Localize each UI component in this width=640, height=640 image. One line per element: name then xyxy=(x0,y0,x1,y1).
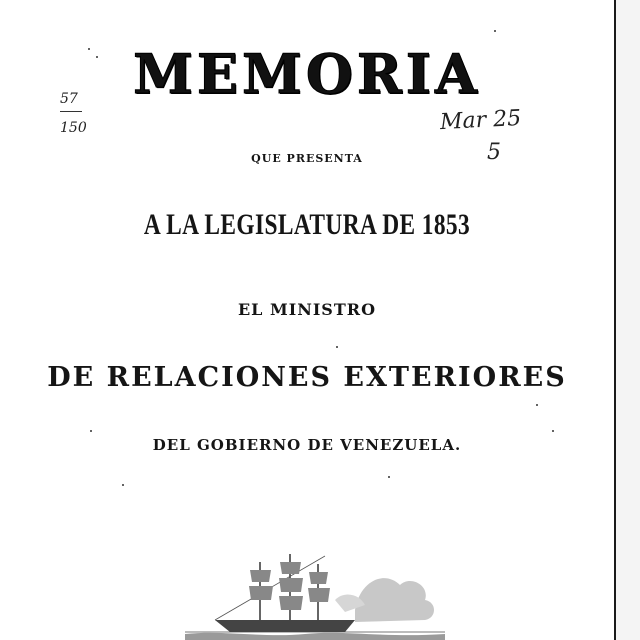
subtitle-legislatura: A LA LEGISLATURA DE 1853 xyxy=(143,208,471,241)
speck xyxy=(388,476,390,478)
sail xyxy=(308,588,330,602)
sea-waves xyxy=(185,633,445,640)
speck xyxy=(122,484,124,486)
subtitle-que-presenta: QUE PRESENTA xyxy=(251,152,363,165)
sail xyxy=(279,578,303,592)
handwritten-cursive-note: Mar 25 xyxy=(439,105,522,136)
handwritten-fraction-top: 57 xyxy=(60,91,78,107)
handwritten-fraction-bottom: 150 xyxy=(60,120,87,136)
document-title: MEMORIA xyxy=(133,42,481,106)
sail xyxy=(250,570,271,582)
subtitle-gobierno: DEL GOBIERNO DE VENEZUELA. xyxy=(152,436,462,454)
handwritten-number: 5 xyxy=(487,140,501,165)
sail xyxy=(309,572,328,584)
sail xyxy=(279,596,303,610)
scan-margin xyxy=(616,0,640,640)
ship-hull xyxy=(215,620,355,632)
speck xyxy=(536,404,538,406)
fraction-bar xyxy=(60,111,82,112)
subtitle-ministro: EL MINISTRO xyxy=(237,300,376,319)
smoke-cloud xyxy=(355,578,434,622)
sail xyxy=(249,586,273,600)
speck xyxy=(336,346,338,348)
speck xyxy=(494,30,496,32)
sailing-ship-vignette-icon xyxy=(185,540,445,640)
speck xyxy=(552,430,554,432)
subtitle-relaciones: DE RELACIONES EXTERIORES xyxy=(47,362,567,393)
sail xyxy=(280,562,301,574)
speck xyxy=(90,430,92,432)
